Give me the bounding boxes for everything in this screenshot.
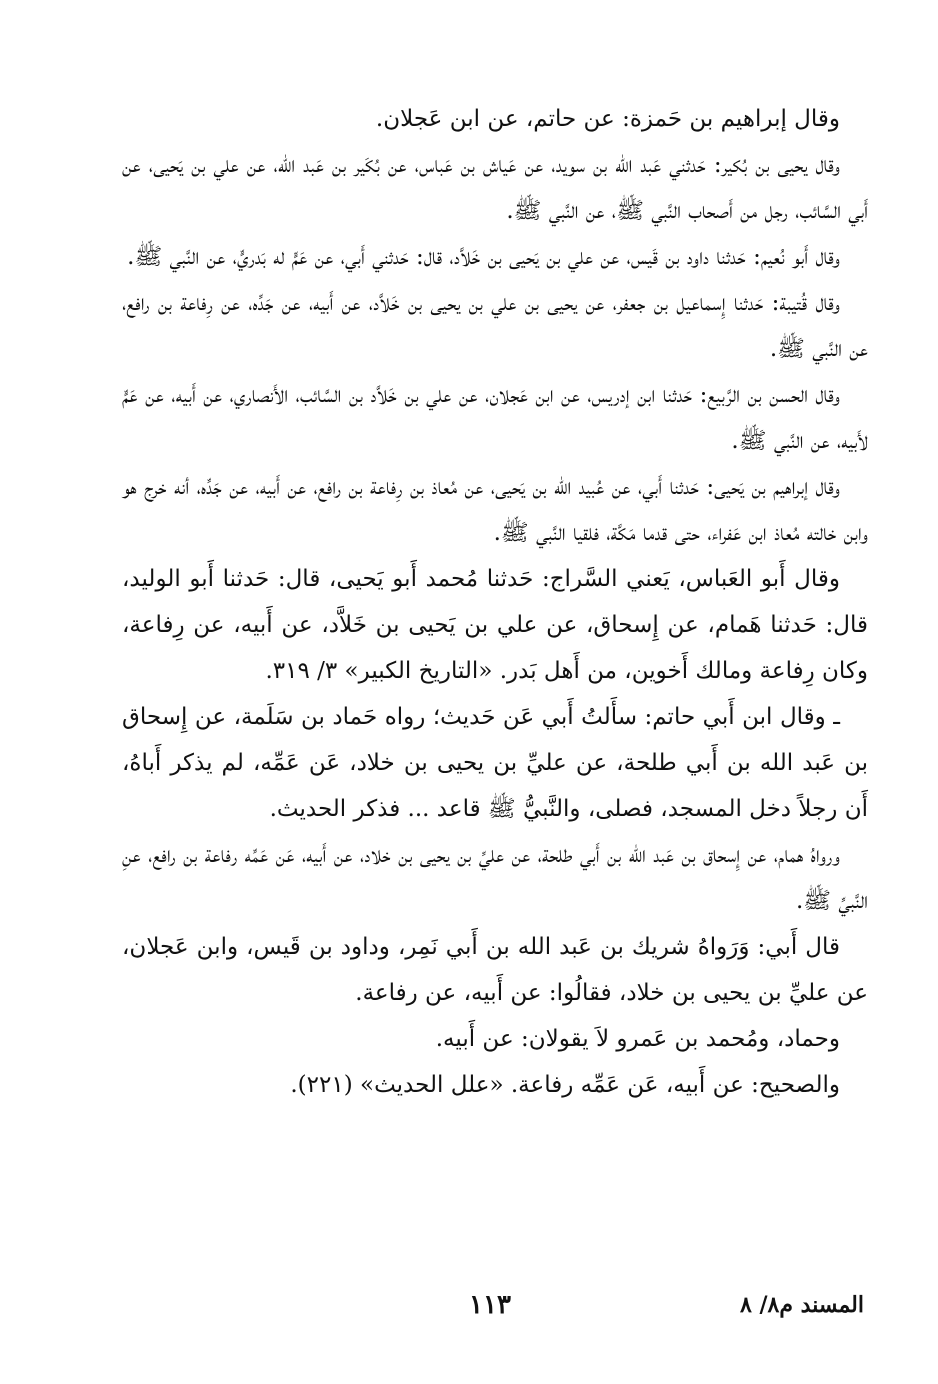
paragraph-5: وقال الحسن بن الرَّبيع: حَدثنا ابن إدريس، عن ابن عَجلان، عن علي بن خَلاَّد بن السَّائب، الأَنصاري، عن أَبيه، عن عَمٍّ لأَبيه، عن النَّبي ﷺ. [122,382,868,454]
body-text [122,96,868,1108]
paragraph-9: ورواهُ همام، عن إِسحاق بن عَبد الله بن أَبي طلحة، عن عليِّ بن يحيى بن خلاد، عن أَبيه، عَن عَمِّه رفاعة بن رافع، عنِ النَّبيِّ ﷺ. [122,842,868,914]
paragraph-2: وقال يحيى بن بُكير: حَدثني عَبد الله بن سويد، عن عَياش بن عَباس، عن بُكَير بن عَبد الله، عن علي بن يَحيى، عن أَبي السَّائب، رجل من أَصحاب النَّبي ﷺ، عن النَّبي ﷺ. [122,152,868,224]
paragraph-1: وقال إبراهيم بن حَمزة: عن حاتم، عن ابن عَجلان. [375,106,840,132]
page-number: ١١٣ [469,1290,511,1320]
paragraph-6: وقال إبراهيم بن يَحيى: حَدثنا أَبي، عن عُبيد الله بن يَحيى، عن مُعاذ بن رِفاعة بن رافع، عن أَبيه، عن جَدِّه، أنه خرج هو وابن خالته مُعاذ ابن عَفراء، حتى قدما مَكَّة، فلقيا النَّبي ﷺ. [122,474,868,546]
paragraph-4: وقال قُتيبة: حَدثنا إِسماعيل بن جعفر، عن يحيى بن علي بن يحيى بن خَلاَّد، عن أَبيه، عن جَدِّه، عن رِفاعة بن رافع، عن النَّبي ﷺ. [122,290,868,362]
paragraph-7: وقال أَبو العَباس، يَعني السَّراج: حَدثنا مُحمد أَبو يَحيى، قال: حَدثنا أَبو الوليد، قال: حَدثنا هَمام، عن إِسحاق، عن علي بن يَحيى بن خَلاَّد، عن أَبيه، عن رِفاعة، وكان رِفاعة ومالك أَخوين، من أَهل بَدر. «التاريخ الكبير» ٣/ ٣١٩. [122,566,868,684]
paragraph-11: وحماد، ومُحمد بن عَمرو لاَ يقولان: عن أَبيه. [435,1026,840,1052]
paragraph-10: قال أَبي: وَرَواهُ شريك بن عَبد الله بن أَبي نَمِر، وداود بن قَيس، وابن عَجلان، عن عليِّ بن يحيى بن خلاد، فقالُوا: عن أَبيه، عن رفاعة. [122,934,868,1006]
paragraph-3: وقال أَبو نُعيم: حَدثنا داود بن قَيس، عن علي بن يَحيى بن خَلاَّد، قال: حَدثني أَبي، عن عَمٍّ له بَدريٍّ، عن النَّبي ﷺ. [127,244,840,270]
paragraph-12: والصحيح: عن أَبيه، عَن عَمِّه رفاعة. «علل الحديث» (٢٢١). [290,1072,840,1098]
printer-signature: المسند م٨/ ٨ [740,1292,864,1318]
paragraph-8: ـ وقال ابن أَبي حاتم: سأَلتُ أَبي عَن حَديث؛ رواه حَماد بن سَلَمة، عن إِسحاق بن عَبد الله بن أَبي طلحة، عن عليِّ بن يحيى بن خلاد، عَن عَمِّه، لم يذكر أَباهُ، أَن رجلاً دخل المسجد، فصلى، والنَّبيُّ ﷺ قاعد ... فذكر الحديث. [122,704,868,822]
